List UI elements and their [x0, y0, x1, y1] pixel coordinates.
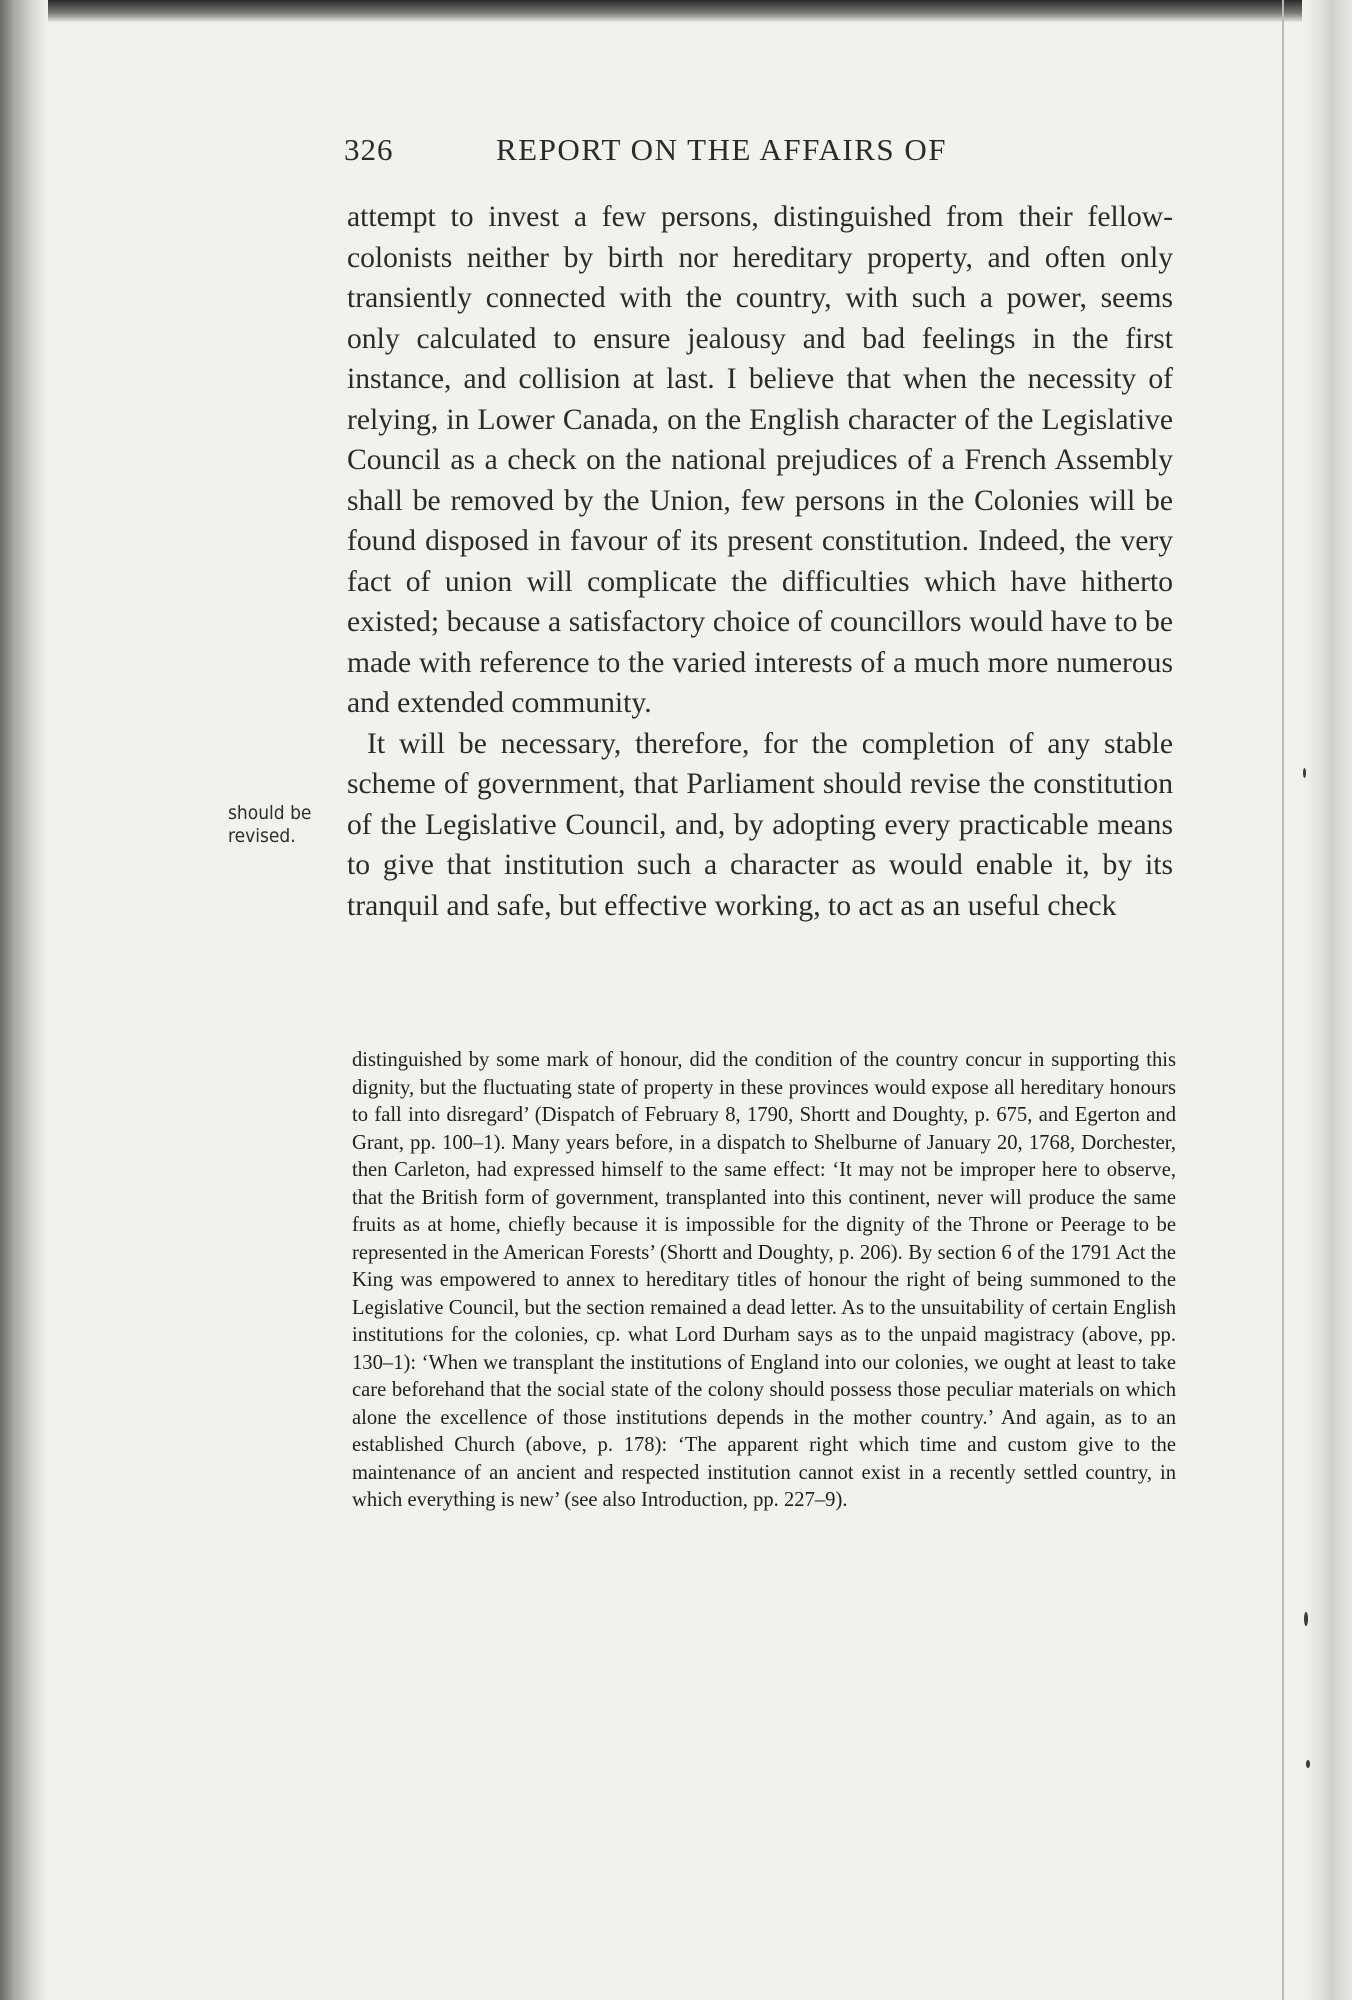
gutter-line	[1282, 0, 1284, 2000]
body-paragraph: attempt to invest a few persons, distinguished from their fellow-colonists neither by birth nor hereditary property, and often only transiently connected with the country, with such a power, seems only calculated to ensure jealousy and bad feelings in the first instance, and collision at last. I believe that when the necessity of relying, in Lower Canada, on the English character of the Legislative Council as a check on the national prejudices of a French Assembly shall be removed by the Union, few persons in the Colonies will be found disposed in favour of its present constitution. Indeed, the very fact of union will complicate the difficulties which have hitherto existed; because a satisfactory choice of councillors would have to be made with reference to the varied interests of a much more numerous and extended community.	[347, 201, 1173, 719]
left-page-edge	[0, 0, 48, 2000]
page-number: 326	[344, 132, 394, 167]
sidenote-line: revised.	[228, 825, 296, 847]
margin-sidenote	[228, 802, 348, 848]
scan-speck	[1303, 768, 1306, 778]
running-title: REPORT ON THE AFFAIRS OF	[496, 132, 948, 167]
body-paragraph: It will be necessary, therefore, for the completion of any stable scheme of government, that Parliament should revise the constitution of the Legislative Council, and, by adopting every practicable means to give that institution such a character as would enable it, by its tranquil and safe, but effective working, to act as an useful check	[347, 727, 1173, 922]
running-head	[344, 132, 1174, 176]
scan-speck	[1306, 1760, 1310, 1768]
body-text	[347, 197, 1173, 926]
right-page-edge	[1302, 0, 1352, 2000]
top-scan-shadow	[0, 0, 1352, 22]
footnote: distinguished by some mark of honour, did the condition of the country concur in supporting this dignity, but the fluctuating state of property in these provinces would expose all hereditary honours to fall into disregard’ (Dispatch of February 8, 1790, Shortt and Doughty, p. 675, and Egerton and Grant, pp. 100–1). Many years before, in a dispatch to Shelburne of January 20, 1768, Dorchester, then Carleton, had expressed himself to the same effect: ‘It may not be improper here to observe, that the British form of government, transplanted into this continent, never will produce the same fruits as at home, chiefly because it is impossible for the dignity of the Throne or Peerage to be represented in the American Forests’ (Shortt and Doughty, p. 206). By section 6 of the 1791 Act the King was empowered to annex to hereditary titles of honour the right of being summoned to the Legislative Council, but the section remained a dead letter. As to the unsuitability of certain English institutions for the colonies, cp. what Lord Durham says as to the unpaid magistracy (above, pp. 130–1): ‘When we transplant the institutions of England into our colonies, we ought at least to take care beforehand that the social state of the colony should possess those peculiar materials on which alone the excellence of those institutions depends in the mother country.’ And again, as to an established Church (above, p. 178): ‘The apparent right which time and custom give to the maintenance of an ancient and respected institution cannot exist in a recently settled country, in which everything is new’ (see also Introduction, pp. 227–9).	[352, 1049, 1176, 1511]
sidenote-line: should be	[228, 802, 312, 824]
scan-speck	[1304, 1612, 1308, 1626]
